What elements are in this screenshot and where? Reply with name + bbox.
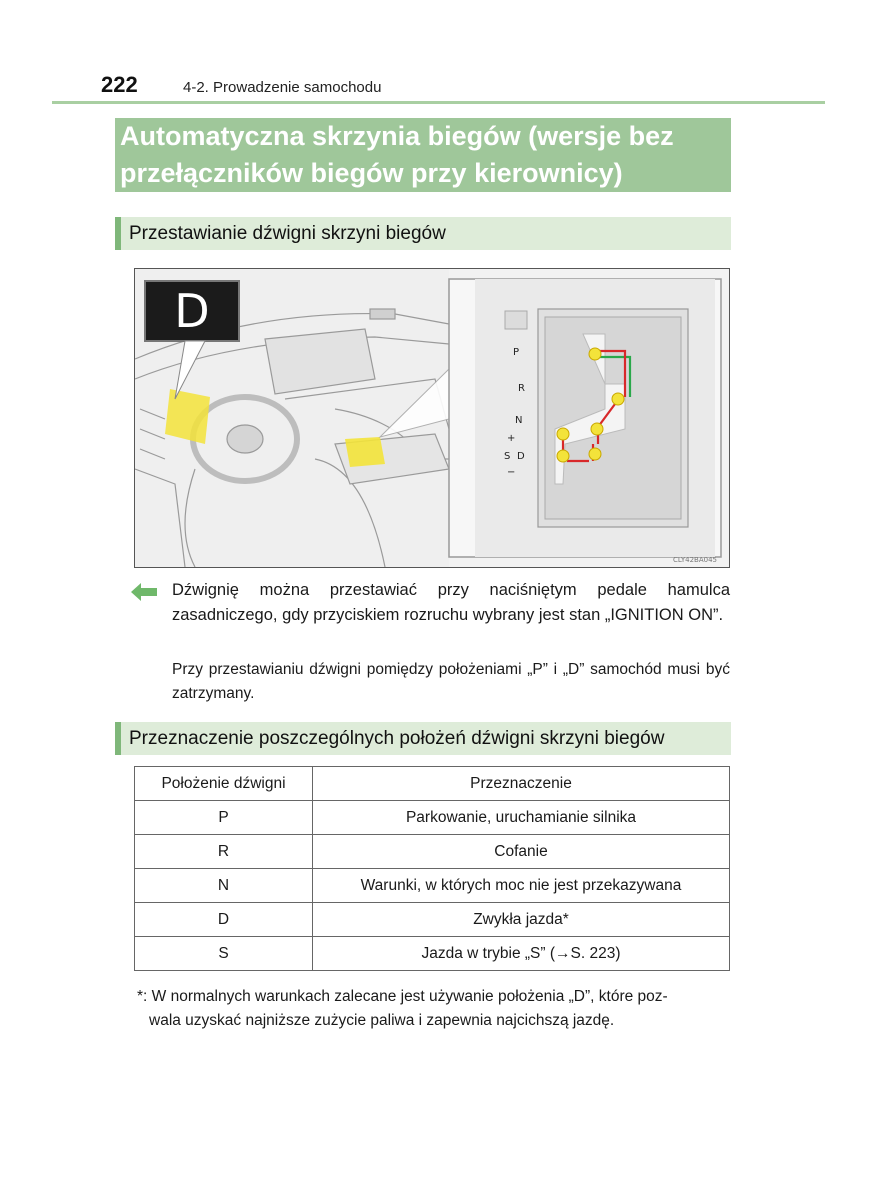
- table-row: [135, 937, 730, 971]
- position-cell: S: [135, 937, 313, 971]
- position-cell: P: [135, 801, 313, 835]
- page-title: [115, 118, 731, 192]
- page-title-line1: Automatyczna skrzynia biegów (wersje bez: [120, 121, 674, 151]
- lever-position-table: [134, 766, 730, 971]
- footnote: [137, 985, 731, 1033]
- arrow-left-icon: [131, 583, 157, 601]
- position-cell: N: [135, 869, 313, 903]
- figure-code: CLY42BA045: [673, 556, 717, 564]
- purpose-cell: Jazda w trybie „S” (→S. 223): [313, 937, 730, 971]
- section-heading-shifting: Przestawianie dźwigni skrzyni biegów: [115, 217, 731, 250]
- table-row: [135, 869, 730, 903]
- purpose-cell: Cofanie: [313, 835, 730, 869]
- gate-label-plus: +: [507, 433, 516, 444]
- purpose-cell: Parkowanie, uruchamianie silnika: [313, 801, 730, 835]
- section-heading-purpose: Przeznaczenie poszczególnych położeń dźwigni skrzyni biegów: [115, 722, 731, 755]
- running-head: 4-2. Prowadzenie samochodu: [183, 79, 382, 96]
- d-indicator-letter: D: [174, 284, 210, 338]
- gate-label-r: R: [518, 383, 525, 394]
- page-title-line2: przełączników biegów przy kierownicy): [120, 158, 623, 188]
- shifting-instruction: Dźwignię można przestawiać przy naciśniętym pedale hamulca zasadniczego, gdy przyciskiem rozruchu wybrany jest stan „IGNITION ON”.: [172, 581, 730, 624]
- gate-label-minus: −: [507, 467, 516, 478]
- stop-vehicle-note: Przy przestawianiu dźwigni pomiędzy położeniami „P” i „D” samochód musi być zatrzymany.: [172, 661, 730, 702]
- purpose-cell: Zwykła jazda*: [313, 903, 730, 937]
- footnote-line2: wala uzyskać najniższe zużycie paliwa i zapewnia najcichszą jazdę.: [149, 1012, 615, 1029]
- table-row: [135, 835, 730, 869]
- page-number: 222: [101, 72, 138, 97]
- gate-label-d: D: [517, 451, 525, 462]
- header-rule: [52, 101, 825, 104]
- column-header-position: Położenie dźwigni: [135, 767, 313, 801]
- gate-label-s: S: [504, 451, 511, 462]
- table-row: [135, 903, 730, 937]
- footnote-line1: *: W normalnych warunkach zalecane jest używanie położenia „D”, które poz-: [137, 988, 668, 1005]
- position-cell: D: [135, 903, 313, 937]
- table-header-row: [135, 767, 730, 801]
- lever-highlight: [345, 437, 385, 467]
- purpose-cell: Warunki, w których moc nie jest przekazywana: [313, 869, 730, 903]
- position-cell: R: [135, 835, 313, 869]
- table-row: [135, 801, 730, 835]
- column-header-purpose: Przeznaczenie: [313, 767, 730, 801]
- shift-lever-illustration: [134, 268, 730, 568]
- gate-label-n: N: [515, 415, 523, 426]
- gate-label-p: P: [513, 347, 520, 358]
